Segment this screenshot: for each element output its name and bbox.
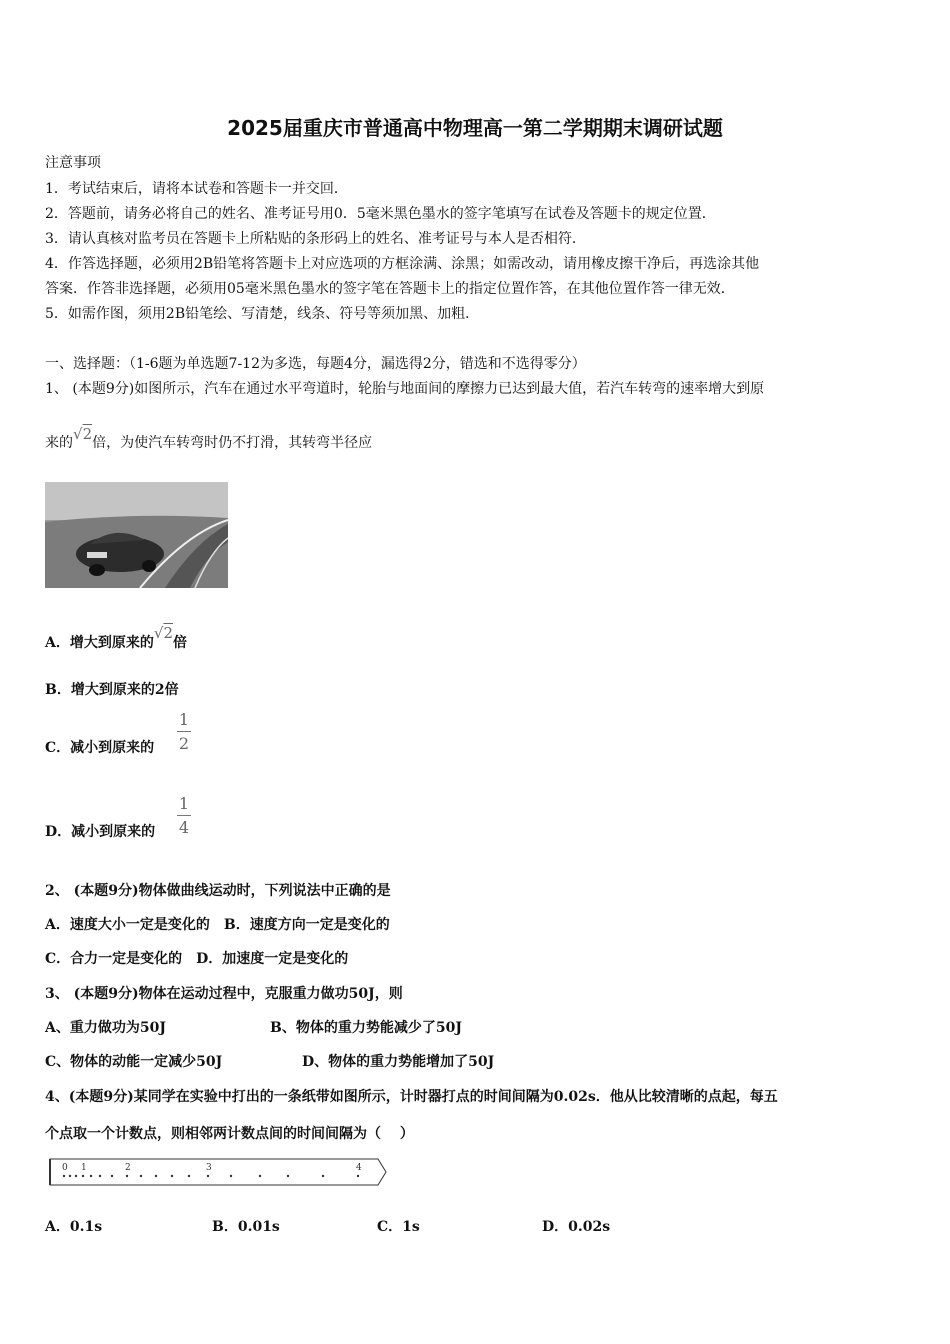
q1-stem-line2 [45,425,373,452]
q1-option-a[interactable]: A．增大到原来的√2倍 [45,624,187,651]
fraction-one-half: 1 2 [178,710,190,753]
q3-stem: 3、 (本题9分)物体在运动过程中，克服重力做功50J，则 [45,986,403,1002]
fraction-one-quarter: 1 4 [178,794,190,837]
notice-item: 1．考试结束后，请将本试卷和答题卡一并交回． [45,181,348,197]
q3-option-c[interactable]: C、物体的动能一定减少50J [45,1054,223,1070]
q4-stem-line2: 个点取一个计数点，则相邻两计数点间的时间间隔为（ ） [45,1126,414,1142]
q2-stem: 2、 (本题9分)物体做曲线运动时，下列说法中正确的是 [45,883,391,899]
q2-options-cd[interactable]: C．合力一定是变化的 D．加速度一定是变化的 [45,951,349,967]
notice-item: 3．请认真核对监考员在答题卡上所粘贴的条形码上的姓名、准考证号与本人是否相符． [45,231,586,247]
notice-heading: 注意事项 [45,155,101,171]
page-title: 2025届重庆市普通高中物理高一第二学期期末调研试题 [227,116,723,140]
tape-label-4: 4 [356,1163,362,1173]
sqrt-two: √2 [73,425,93,443]
q1-text: 倍，为使汽车转弯时仍不打滑，其转弯半径应 [92,435,373,451]
q2-options-ab[interactable]: A．速度大小一定是变化的 B．速度方向一定是变化的 [45,917,390,933]
tape-label-0: 0 [62,1163,68,1173]
notice-item: 答案．作答非选择题，必须用05毫米黑色墨水的签字笔在答题卡上的指定位置作答，在其他位置作答一律无效． [45,281,735,297]
q1-option-d[interactable]: D．减小到原来的 [45,824,156,840]
q1-option-c[interactable]: C．减小到原来的 [45,740,155,756]
car-on-curve-photo [45,482,228,588]
notice-item: 4．作答选择题，必须用2B铅笔将答题卡上对应选项的方框涂满、涂黑；如需改动，请用橡皮擦干净后，再选涂其他 [45,256,760,272]
tape-label-2: 2 [125,1163,131,1173]
q1-stem: 1、 (本题9分)如图所示，汽车在通过水平弯道时，轮胎与地面间的摩擦力已达到最大值，若汽车转弯的速率增大到原 [45,381,765,397]
q3-option-d[interactable]: D、物体的重力势能增加了50J [302,1054,495,1070]
q1-option-b[interactable]: B．增大到原来的2倍 [45,682,179,698]
q3-option-b[interactable]: B、物体的重力势能减少了50J [270,1020,462,1036]
sqrt-two: √2 [153,624,173,642]
section-heading: 一、选择题：（1-6题为单选题7-12为多选，每题4分，漏选得2分，错选和不选得零分） [45,356,586,372]
q4-option-d[interactable]: D．0.02s [542,1219,611,1235]
q3-option-a[interactable]: A、重力做功为50J [45,1020,166,1036]
tape-label-3: 3 [206,1163,212,1173]
q4-option-c[interactable]: C．1s [377,1219,420,1235]
q4-option-b[interactable]: B．0.01s [212,1219,280,1235]
q1-text: 来的 [45,435,73,451]
tape-label-1: 1 [81,1163,87,1173]
paper-tape-diagram [48,1156,388,1188]
notice-item: 5．如需作图，须用2B铅笔绘、写清楚，线条、符号等须加黑、加粗． [45,306,480,322]
notice-item: 2．答题前，请务必将自己的姓名、准考证号用0．5毫米黑色墨水的签字笔填写在试卷及答题卡的规定位置． [45,206,716,222]
q4-stem: 4、(本题9分)某同学在实验中打出的一条纸带如图所示，计时器打点的时间间隔为0.02s．他从比较清晰的点起，每五 [45,1089,778,1105]
q4-option-a[interactable]: A．0.1s [45,1219,103,1235]
